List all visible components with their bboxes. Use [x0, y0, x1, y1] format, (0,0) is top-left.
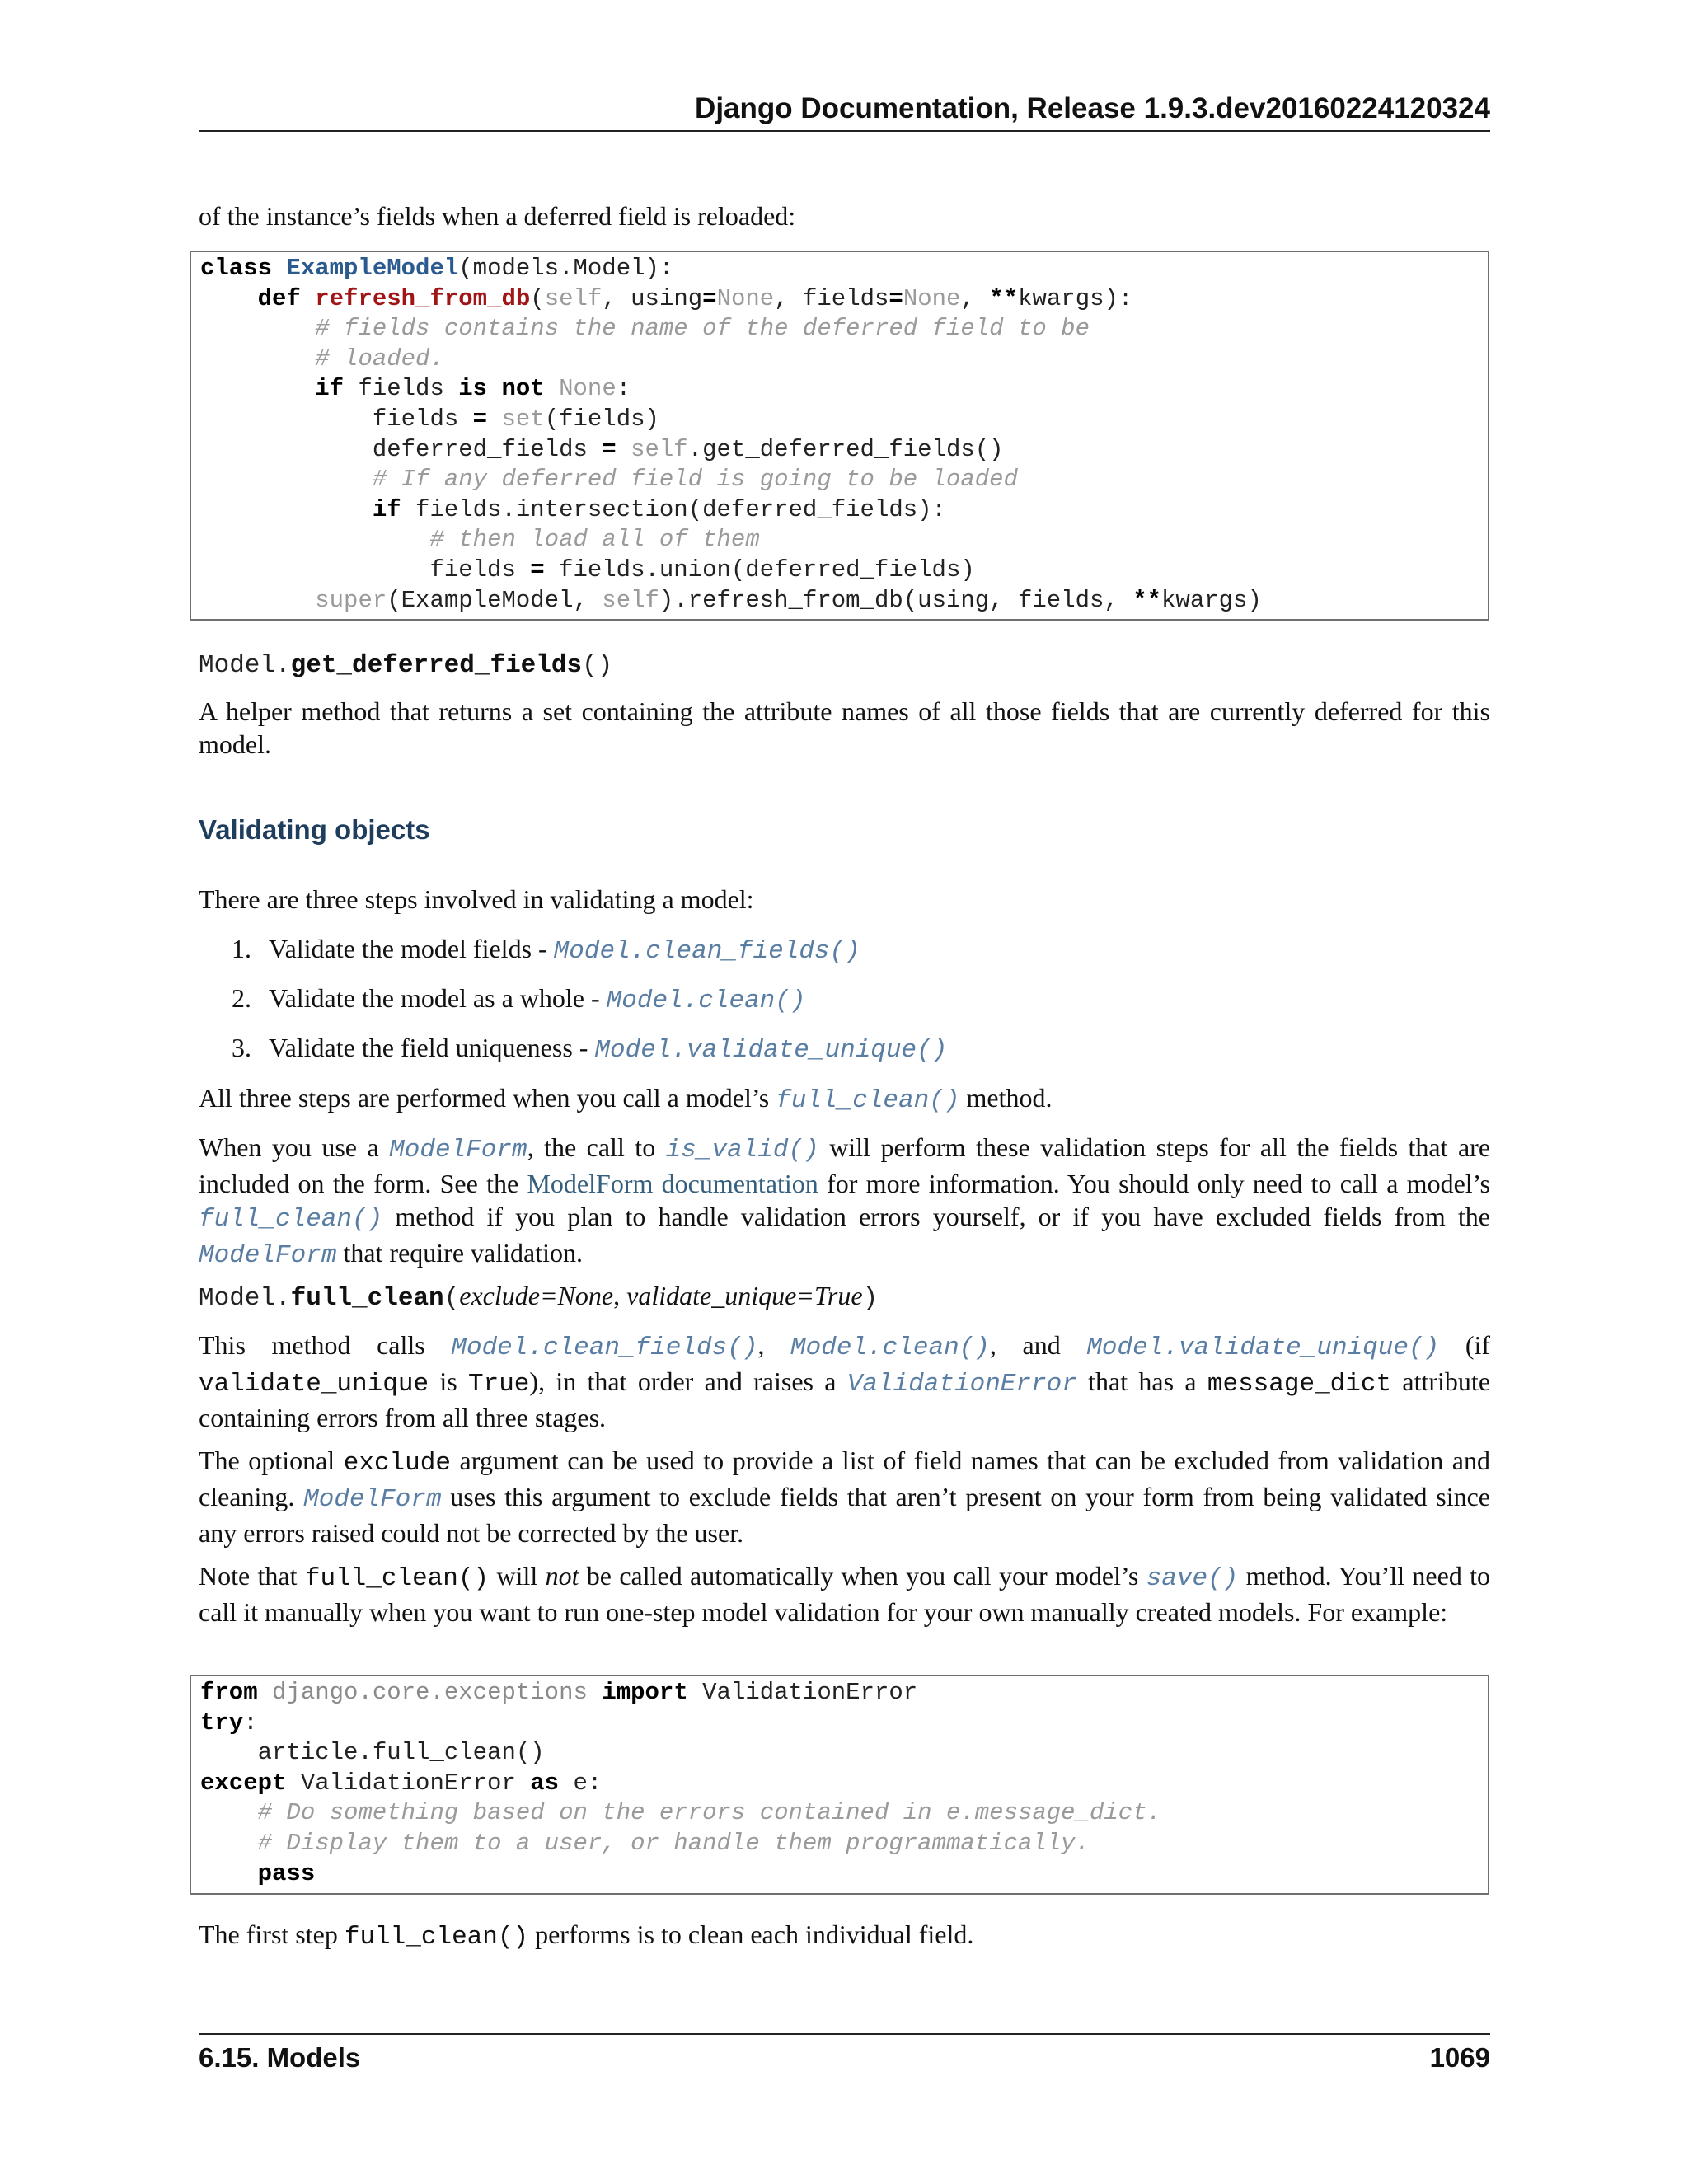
code-token: [272, 255, 286, 282]
code-token: [200, 1799, 258, 1826]
code-line: [200, 1798, 1479, 1829]
signature-method-name: get_deferred_fields: [290, 651, 583, 680]
text: for more information. You should only need to call a model’s: [818, 1169, 1491, 1198]
link-model-clean[interactable]: Model.clean(): [790, 1333, 990, 1362]
link-modelform[interactable]: ModelForm: [199, 1241, 337, 1270]
signature-separator: ,: [613, 1281, 627, 1310]
code-token: from: [200, 1679, 258, 1706]
code-token: =: [602, 435, 617, 463]
text: is: [429, 1366, 468, 1396]
paragraph-exclude-argument: [199, 1444, 1490, 1549]
code-token: self: [544, 284, 603, 312]
code-line: [200, 374, 1479, 405]
code-line: [200, 1859, 1479, 1890]
code-token: None: [559, 375, 617, 403]
link-save[interactable]: save(): [1146, 1564, 1239, 1593]
paragraph-all-three-steps: [199, 1081, 1490, 1118]
link-modelform-documentation[interactable]: ModelForm documentation: [527, 1169, 818, 1198]
code-token: is not: [458, 375, 545, 403]
code-token: =: [472, 405, 488, 433]
code-token: =: [889, 284, 903, 312]
code-line: [200, 586, 1479, 616]
list-item: [232, 932, 947, 982]
code-token: [545, 375, 559, 402]
footer-section: 6.15. Models: [199, 2042, 361, 2073]
code-token: [200, 1860, 258, 1887]
code-token: [487, 405, 501, 433]
validation-steps-list: [232, 932, 947, 1080]
code-token: deferred_fields: [200, 435, 603, 463]
section-heading-validating-objects: Validating objects: [199, 814, 430, 845]
code-line: [200, 1708, 1479, 1739]
code-token: [588, 1679, 602, 1706]
code-line: [200, 254, 1479, 284]
code-token: self: [631, 435, 688, 463]
code-token: set: [501, 405, 545, 433]
get-deferred-fields-description: A helper method that returns a set containing the attribute names of all those fields that are currently deferred for this model.: [199, 696, 1490, 759]
link-model-clean-fields[interactable]: Model.clean_fields(): [553, 937, 860, 966]
footer-rule: [199, 2033, 1490, 2035]
signature-parens: (): [582, 651, 613, 680]
code-line: [200, 435, 1479, 466]
text: This method calls: [199, 1330, 452, 1360]
code-token: ValidationError: [687, 1679, 918, 1706]
code-token: refresh_from_db: [315, 284, 531, 312]
list-text: Validate the model as a whole -: [269, 983, 607, 1013]
code-token: [200, 526, 429, 553]
text: When you use a: [199, 1132, 390, 1162]
code-line: [200, 465, 1479, 495]
code-token: [200, 285, 258, 312]
text: will: [489, 1561, 546, 1591]
code-token: super: [315, 586, 387, 614]
method-signature-get-deferred-fields: [199, 646, 612, 682]
code-line: [200, 284, 1479, 315]
signature-arg-validate-unique: validate_unique=True: [626, 1281, 863, 1310]
code-line: [200, 1769, 1479, 1799]
list-text: Validate the model fields -: [269, 934, 554, 963]
code-line: [200, 1829, 1479, 1859]
code-token: class: [200, 255, 273, 282]
method-signature-full-clean: [199, 1279, 878, 1315]
list-number: 3.: [232, 1033, 251, 1062]
text: method if you plan to handle validation errors yourself, or if you have excluded fields from the: [382, 1202, 1490, 1231]
code-block-refresh-from-db: [190, 251, 1489, 621]
link-model-clean-fields[interactable]: Model.clean_fields(): [451, 1333, 758, 1362]
code-token: [200, 315, 315, 342]
code-token: import: [602, 1679, 688, 1706]
footer-page-number: 1069: [1429, 2042, 1490, 2073]
code-token: except: [200, 1769, 287, 1797]
code-token: # If any deferred field is going to be loaded: [372, 466, 1018, 494]
paragraph-note-full-clean: [199, 1559, 1490, 1629]
code-token: (fields): [544, 405, 659, 433]
code-token: ,: [960, 284, 990, 312]
code-token: .get_deferred_fields(): [687, 435, 1004, 463]
code-line: [200, 1678, 1479, 1708]
link-full-clean[interactable]: full_clean(): [776, 1086, 960, 1115]
code-token: :: [243, 1708, 258, 1736]
link-modelform[interactable]: ModelForm: [303, 1485, 442, 1514]
header-rule: [199, 130, 1490, 132]
paragraph-first-step: [199, 1918, 1490, 1954]
text: that require validation.: [336, 1238, 583, 1268]
code-token: # fields contains the name of the deferred field to be: [315, 315, 1090, 343]
code-token: as: [530, 1769, 560, 1797]
code-token: =: [530, 555, 545, 583]
text: Note that: [199, 1561, 305, 1591]
link-model-clean[interactable]: Model.clean(): [606, 987, 806, 1015]
code-token: ExampleModel: [286, 255, 459, 282]
text: , the call to: [527, 1132, 666, 1162]
code-token: =: [702, 284, 717, 312]
link-model-validate-unique[interactable]: Model.validate_unique(): [1086, 1333, 1440, 1362]
code-token: [200, 1830, 258, 1857]
inline-code: True: [467, 1370, 530, 1399]
code-token: if: [315, 375, 345, 403]
link-modelform[interactable]: ModelForm: [389, 1136, 528, 1165]
code-token: fields: [344, 375, 459, 403]
code-token: # Do something based on the errors contained in e.message_dict.: [257, 1799, 1162, 1827]
code-token: pass: [257, 1859, 316, 1887]
code-token: def: [257, 284, 301, 312]
list-item: [232, 1031, 947, 1080]
code-block-full-clean-example: [190, 1675, 1489, 1895]
code-token: # Display them to a user, or handle them programmatically.: [257, 1829, 1090, 1857]
document-page: [199, 0, 1490, 2184]
code-token: article.full_clean(): [200, 1739, 545, 1767]
inline-code: message_dict: [1207, 1370, 1392, 1399]
text: attribute containing errors from all three stages.: [199, 1366, 1491, 1432]
text: (if: [1439, 1330, 1491, 1360]
text: ), in that order and raises a: [529, 1366, 847, 1396]
code-token: [200, 496, 373, 523]
code-line: [200, 1738, 1479, 1769]
code-token: ).refresh_from_db(using, fields,: [659, 586, 1133, 614]
text: be called automatically when you call your model’s: [579, 1561, 1146, 1591]
code-token: [200, 375, 315, 402]
inline-code: validate_unique: [199, 1370, 429, 1399]
code-token: , using: [602, 284, 703, 312]
signature-close-paren: ): [862, 1284, 879, 1313]
code-token: **: [1132, 586, 1162, 614]
paragraph-full-clean-behavior: [199, 1329, 1490, 1434]
text: ,: [757, 1330, 791, 1360]
code-token: self: [602, 586, 659, 614]
code-token: try: [200, 1708, 244, 1736]
code-token: [200, 587, 315, 614]
text: that has a: [1076, 1366, 1207, 1396]
link-validation-error[interactable]: ValidationError: [846, 1370, 1077, 1399]
code-token: [258, 1679, 272, 1706]
text: , and: [989, 1330, 1087, 1360]
emphasis: not: [545, 1561, 579, 1591]
code-token: [617, 436, 631, 463]
text: All three steps are performed when you call a model’s: [199, 1083, 776, 1113]
link-model-validate-unique[interactable]: Model.validate_unique(): [594, 1036, 948, 1065]
code-line: [200, 344, 1479, 375]
code-token: e:: [559, 1769, 603, 1797]
code-token: # then load all of them: [429, 526, 760, 554]
list-text: Validate the field uniqueness -: [269, 1033, 595, 1062]
code-token: fields.intersection(deferred_fields):: [401, 495, 946, 523]
signature-class: Model.: [199, 651, 291, 680]
code-token: **: [989, 284, 1019, 312]
code-token: :: [616, 375, 631, 403]
text: performs is to clean each individual field.: [528, 1919, 974, 1949]
code-line: [200, 495, 1479, 526]
code-token: (: [530, 284, 545, 312]
code-token: # loaded.: [315, 344, 444, 373]
signature-class: Model.: [199, 1284, 291, 1313]
text: method.: [959, 1083, 1053, 1113]
paragraph-modelform: [199, 1131, 1490, 1272]
code-token: kwargs):: [1018, 284, 1133, 312]
inline-code: full_clean(): [344, 1923, 529, 1952]
code-token: fields: [200, 405, 473, 433]
code-line: [200, 525, 1479, 555]
code-token: , fields: [774, 284, 889, 312]
code-token: django.core.exceptions: [272, 1679, 588, 1706]
code-token: [200, 345, 315, 373]
link-is-valid[interactable]: is_valid(): [665, 1136, 819, 1165]
running-header: Django Documentation, Release 1.9.3.dev20160224120324: [695, 92, 1490, 124]
link-full-clean[interactable]: full_clean(): [199, 1205, 383, 1234]
code-token: kwargs): [1161, 586, 1262, 614]
text: will perform these validation steps for all the fields that are included on the form. See the: [199, 1132, 1491, 1198]
inline-code: exclude: [343, 1449, 451, 1478]
code-token: fields: [200, 555, 531, 583]
code-token: ValidationError: [286, 1769, 531, 1797]
code-token: None: [903, 284, 961, 312]
intro-paragraph: of the instance’s fields when a deferred field is reloaded:: [199, 201, 796, 231]
code-token: (models.Model):: [458, 255, 674, 282]
code-token: [200, 466, 373, 493]
code-line: [200, 555, 1479, 586]
text: The first step: [199, 1919, 345, 1949]
list-number: 1.: [232, 934, 251, 963]
text: method. You’ll need to call it manually when you want to run one-step model validation for your own manually created models. For example:: [199, 1561, 1491, 1627]
signature-arg-exclude: exclude=None: [459, 1281, 614, 1310]
inline-code: full_clean(): [304, 1564, 490, 1593]
text: The optional: [199, 1446, 344, 1475]
list-item: [232, 982, 947, 1031]
code-token: fields.union(deferred_fields): [544, 555, 975, 583]
code-token: [301, 285, 315, 312]
code-line: [200, 405, 1479, 435]
signature-method-name: full_clean: [290, 1284, 444, 1313]
code-token: None: [716, 284, 775, 312]
code-token: if: [372, 495, 401, 523]
text: uses this argument to exclude fields that aren’t present on your form from being validated since any errors raised could not be corrected by the user.: [199, 1482, 1491, 1548]
code-line: [200, 314, 1479, 344]
steps-intro: There are three steps involved in validating a model:: [199, 884, 754, 914]
list-number: 2.: [232, 983, 251, 1013]
text: argument can be used to provide a list of field names that can be excluded from validation and cleaning.: [199, 1446, 1491, 1511]
code-token: (ExampleModel,: [387, 586, 603, 614]
signature-open-paren: (: [443, 1284, 460, 1313]
